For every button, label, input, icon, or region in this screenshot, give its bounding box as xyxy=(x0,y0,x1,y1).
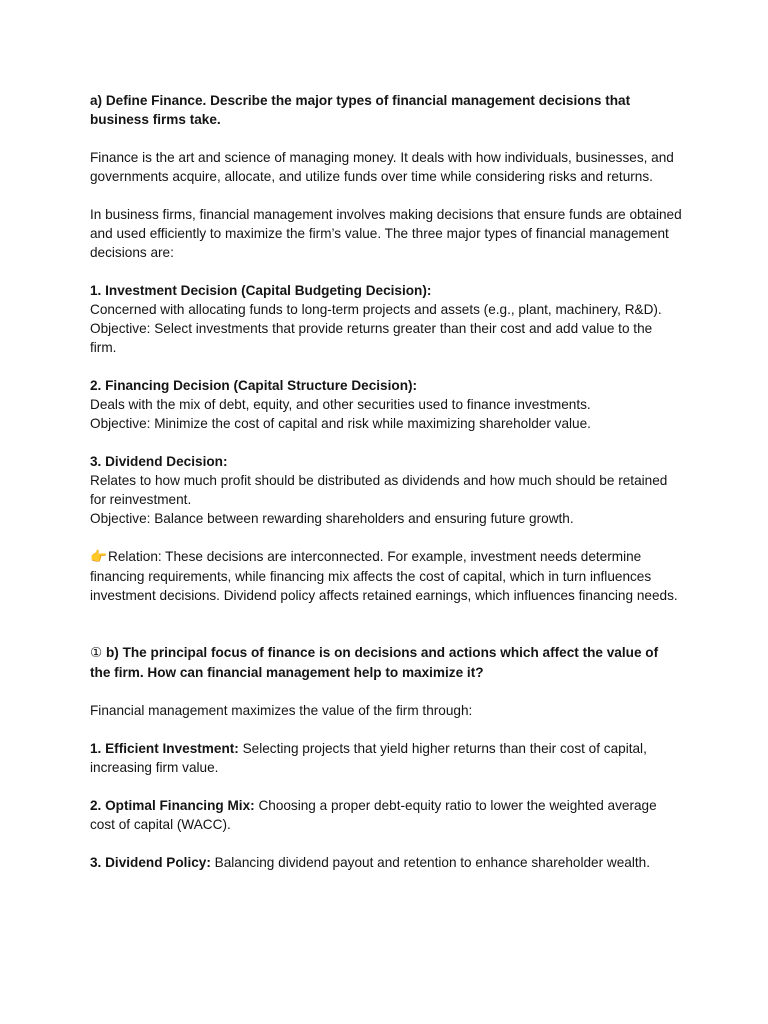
circled-one-marker: ① xyxy=(90,645,103,661)
decision-dividend xyxy=(90,452,682,528)
point-dividend-policy xyxy=(90,853,682,872)
point-financing-mix xyxy=(90,796,682,834)
decision-heading: 3. Dividend Decision: xyxy=(90,454,228,469)
decisions-intro: In business firms, financial management involves making decisions that ensure funds are obtained and used efficiently to maximize the firm’s value. The three major types of financial management decisions are: xyxy=(90,207,682,260)
decision-objective: Objective: Select investments that provide returns greater than their cost and add value to the firm. xyxy=(90,321,653,355)
point-text: Balancing dividend payout and retention to enhance shareholder wealth. xyxy=(214,855,650,870)
question-b xyxy=(90,643,682,682)
relation-text: Relation: These decisions are interconnected. For example, investment needs determine financing requirements, while financing mix affects the cost of capital, which in turn influences investment decisions. Dividend policy affects retained earnings, which influences financing needs. xyxy=(90,549,678,603)
decision-line: Deals with the mix of debt, equity, and other securities used to finance investments. xyxy=(90,397,591,412)
point-efficient-investment xyxy=(90,739,682,777)
point-text: Choosing a proper debt-equity ratio to lower the weighted average cost of capital (WACC). xyxy=(90,798,657,832)
decision-investment xyxy=(90,281,682,357)
decision-heading: 2. Financing Decision (Capital Structure Decision): xyxy=(90,378,418,393)
decision-line: Relates to how much profit should be distributed as dividends and how much should be retained for reinvestment. xyxy=(90,473,668,507)
decision-heading: 1. Investment Decision (Capital Budgeting Decision): xyxy=(90,283,432,298)
point-label: 1. Efficient Investment: xyxy=(90,741,239,756)
finance-definition: Finance is the art and science of managing money. It deals with how individuals, businesses, and governments acquire, allocate, and utilize funds over time while considering risks and returns. xyxy=(90,150,674,184)
document-page xyxy=(90,91,682,872)
point-text: Selecting projects that yield higher returns than their cost of capital, increasing firm value. xyxy=(90,741,647,775)
decision-line: Concerned with allocating funds to long-term projects and assets (e.g., plant, machinery, R&D). xyxy=(90,302,662,317)
pointing-hand-icon: 👉 xyxy=(90,549,107,565)
point-label: 2. Optimal Financing Mix: xyxy=(90,798,255,813)
question-a: a) Define Finance. Describe the major types of financial management decisions that business firms take. xyxy=(90,93,631,127)
value-intro: Financial management maximizes the value of the firm through: xyxy=(90,703,473,718)
relation-paragraph xyxy=(90,547,682,605)
point-label: 3. Dividend Policy: xyxy=(90,855,211,870)
question-b-text: b) The principal focus of finance is on decisions and actions which affect the value of the firm. How can financial management help to maximize it? xyxy=(90,645,659,680)
decision-objective: Objective: Balance between rewarding shareholders and ensuring future growth. xyxy=(90,511,574,526)
decision-objective: Objective: Minimize the cost of capital and risk while maximizing shareholder value. xyxy=(90,416,591,431)
decision-financing xyxy=(90,376,682,433)
